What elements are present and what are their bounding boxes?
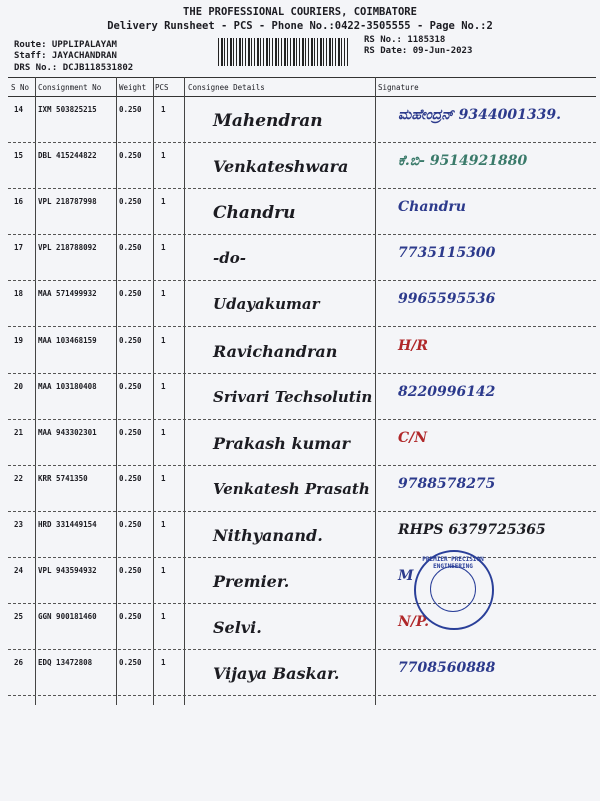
row-signature: C/N [398,429,428,446]
row-consignment-no: VPL 943594932 [38,566,97,575]
row-signature: 9788578275 [398,475,496,492]
row-consignment-no: MAA 103468159 [38,335,97,345]
row-pcs: 1 [161,197,166,207]
col-consignee: Consignee Details [188,83,265,92]
row-weight: 0.250 [119,381,142,391]
row-sno: 14 [14,105,24,114]
table-row [8,235,596,281]
col-pcs: PCS [155,83,169,92]
row-consignee-name: Mahendran [213,111,323,131]
stamp-inner-ring [430,566,476,612]
row-pcs: 1 [161,612,166,622]
row-signature: ಮಹೇಂದ್ರನ್ 9344001339. [398,107,561,123]
row-signature: Chandru [398,199,466,216]
barcode [218,38,348,66]
row-signature: 9965595536 [398,291,496,308]
row-signature: H/R [398,337,428,354]
row-consignment-no: KRR 5741350 [38,473,88,483]
row-consignment-no: DBL 415244822 [38,151,97,161]
row-consignment-no: IXM 503825215 [38,105,97,114]
table-row [8,604,596,650]
row-signature: 7708560888 [398,660,496,677]
row-consignee-name: Udayakumar [213,295,320,314]
row-weight: 0.250 [119,473,142,483]
row-weight: 0.250 [119,105,142,114]
row-consignee-name: Chandru [213,203,296,224]
row-signature: RHPS 6379725365 [398,521,546,538]
row-pcs: 1 [161,105,166,114]
row-consignee-name: Premier. [213,572,290,591]
row-consignment-no: VPL 218788092 [38,243,97,253]
row-sno: 24 [14,566,24,575]
drs-label: DRS No.: DCJB118531802 [14,63,134,73]
row-consignment-no: VPL 218787998 [38,197,97,207]
row-weight: 0.250 [119,151,142,161]
table-row [8,143,596,189]
row-consignment-no: GGN 900181460 [38,612,97,622]
row-pcs: 1 [161,243,166,253]
staff-label: Staff: JAYACHANDRAN [14,51,117,61]
row-consignee-name: Srivari Techsolutin [213,387,373,406]
row-sno: 23 [14,519,24,529]
company-title: THE PROFESSIONAL COURIERS, COIMBATORE [183,6,417,18]
table-row [8,512,596,558]
row-sno: 15 [14,151,24,161]
row-divider [8,695,596,696]
row-sno: 25 [14,612,24,622]
row-weight: 0.250 [119,612,142,622]
table-row [8,189,596,235]
row-weight: 0.250 [119,519,142,529]
row-pcs: 1 [161,381,166,391]
row-signature: ಕೆ.ಬಿ- 9514921880 [398,153,528,170]
row-consignee-name: Venkateshwara [213,157,349,177]
row-signature: N/P. [398,614,429,631]
row-weight: 0.250 [119,243,142,253]
col-sno: S No [11,83,30,92]
row-pcs: 1 [161,658,166,668]
table-header [8,77,596,97]
row-consignment-no: EDQ 13472808 [38,658,93,668]
row-pcs: 1 [161,289,166,299]
route-label: Route: UPPLIPALAYAM [14,40,117,50]
row-signature: 8220996142 [398,383,496,400]
table-row [8,281,596,327]
row-sno: 21 [14,427,24,437]
row-sno: 19 [14,335,24,345]
row-sno: 17 [14,243,24,253]
row-weight: 0.250 [119,289,142,299]
row-weight: 0.250 [119,335,142,345]
table-row [8,650,596,696]
row-signature: 7735115300 [398,245,496,262]
stamp-text: PREMIER PRECISION ENGINEERING [422,556,484,570]
row-consignee-name: Nithyanand. [213,525,323,545]
row-sno: 20 [14,381,24,391]
row-sno: 22 [14,473,24,483]
table-row [8,328,596,374]
row-consignment-no: MAA 571499932 [38,289,97,299]
table-row [8,420,596,466]
row-pcs: 1 [161,427,166,437]
rs-number: RS No.: 1185318 [364,35,446,45]
row-consignee-name: Prakash kumar [213,433,350,453]
runsheet-title: Delivery Runsheet - PCS - Phone No.:0422-3505555 - Page No.:2 [107,20,493,32]
col-weight: Weight [119,83,147,92]
row-sno: 16 [14,197,24,207]
row-consignee-name: Selvi. [213,618,262,638]
table-row [8,97,596,143]
row-consignee-name: Venkatesh Prasath [213,479,370,498]
row-sno: 26 [14,658,24,668]
row-weight: 0.250 [119,197,142,207]
row-consignee-name: Vijaya Baskar. [213,664,340,684]
col-signature: Signature [378,83,419,92]
table-row [8,466,596,512]
row-pcs: 1 [161,519,166,529]
row-weight: 0.250 [119,566,142,575]
row-consignment-no: HRD 331449154 [38,519,97,529]
row-pcs: 1 [161,335,166,345]
table-row [8,374,596,420]
rs-date: RS Date: 09-Jun-2023 [364,46,473,56]
table-row [8,558,596,604]
row-signature: M [398,568,414,584]
row-consignee-name: -do- [213,249,246,268]
row-pcs: 1 [161,566,166,575]
row-weight: 0.250 [119,658,142,668]
row-pcs: 1 [161,473,166,483]
row-consignment-no: MAA 943302301 [38,427,97,437]
row-pcs: 1 [161,151,166,161]
row-sno: 18 [14,289,24,299]
row-consignment-no: MAA 103180408 [38,381,97,391]
row-weight: 0.250 [119,427,142,437]
row-consignee-name: Ravichandran [213,341,338,361]
company-stamp [414,550,494,630]
col-consignment: Consignment No [38,83,102,92]
